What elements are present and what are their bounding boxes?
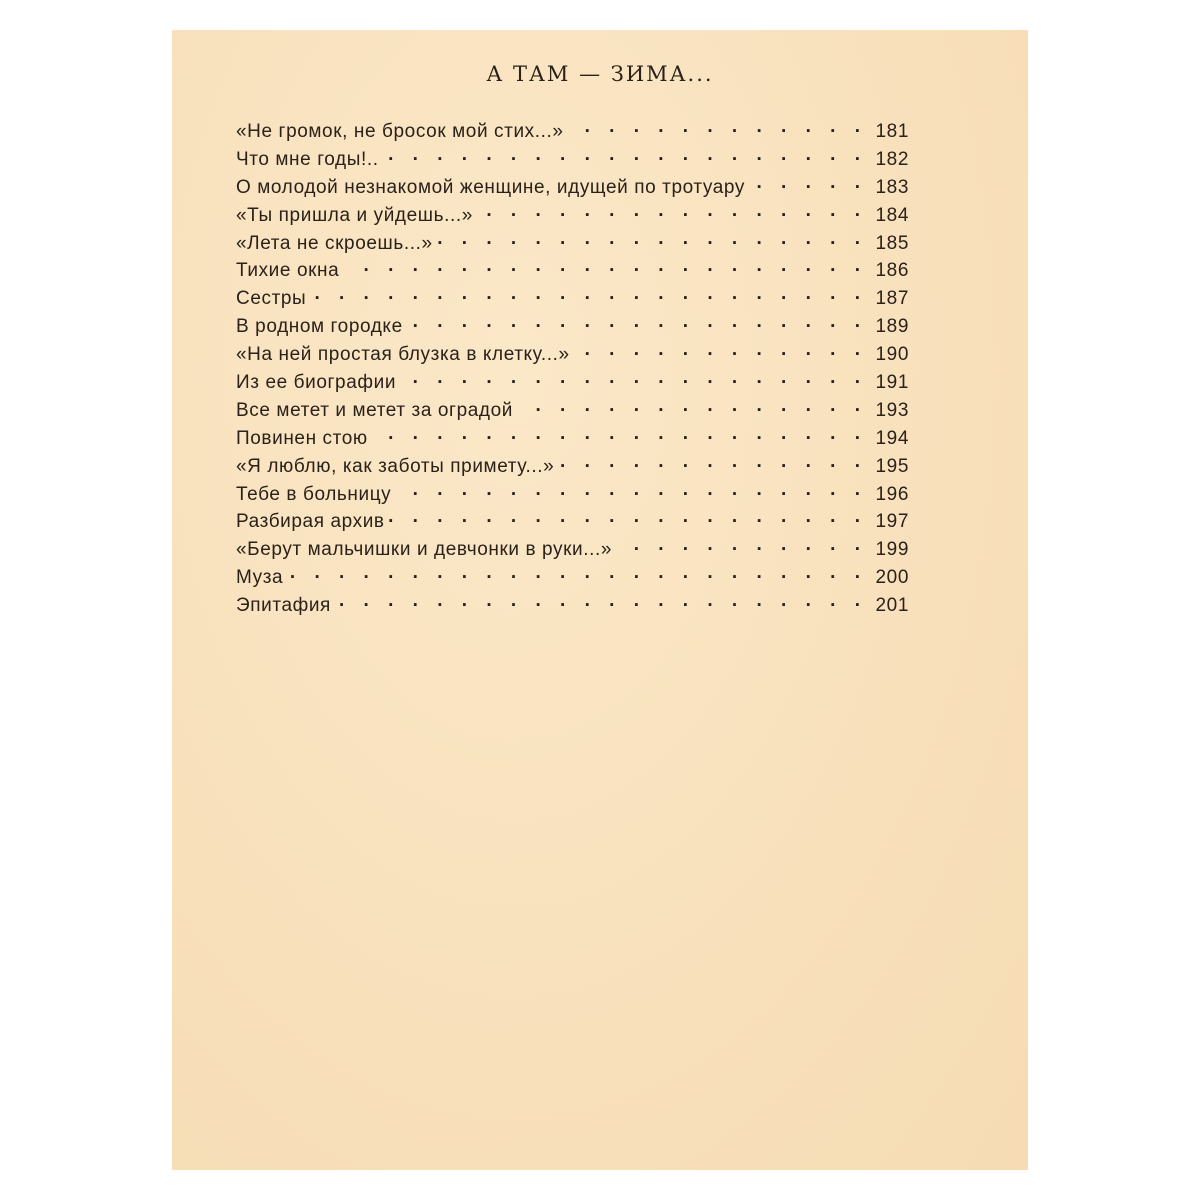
toc-entry — [236, 202, 909, 230]
toc-entry-page: 195 — [875, 455, 909, 477]
dot-leader — [568, 118, 867, 137]
toc-entry-page: 191 — [875, 372, 909, 394]
toc-entry-title: Эпитафия — [236, 595, 331, 617]
dot-leader — [372, 425, 867, 444]
toc-entry — [236, 425, 909, 453]
toc-entry-title: Что мне годы!.. — [236, 148, 379, 170]
dot-leader — [395, 481, 867, 500]
toc-entry-page: 201 — [875, 595, 909, 617]
toc-entry-page: 196 — [875, 483, 909, 505]
toc-entry — [236, 257, 909, 285]
toc-entry-title: Муза — [236, 567, 284, 589]
toc-entry-page: 186 — [875, 260, 909, 282]
section-title: А ТАМ — ЗИМА... — [486, 62, 714, 86]
table-of-contents — [236, 118, 909, 620]
toc-entry — [236, 481, 909, 509]
toc-entry-title: «Лета не скроешь...» — [236, 232, 433, 254]
toc-entry-page: 184 — [875, 204, 909, 226]
dot-leader — [400, 369, 867, 388]
toc-entry-title: Сестры — [236, 288, 307, 310]
toc-entry — [236, 285, 909, 313]
toc-entry-title: «Берут мальчишки и девчонки в руки...» — [236, 539, 613, 561]
toc-entry-title: Все метет и метет за оградой — [236, 399, 513, 421]
dot-leader — [310, 285, 867, 304]
toc-entry-page: 193 — [875, 399, 909, 421]
toc-entry-title: «На ней простая блузка в клетку...» — [236, 344, 570, 366]
dot-leader — [517, 397, 867, 416]
toc-entry — [236, 369, 909, 397]
dot-leader — [389, 508, 867, 527]
dot-leader — [383, 146, 867, 165]
toc-entry-page: 187 — [875, 288, 909, 310]
book-page — [172, 30, 1028, 1170]
toc-entry-page: 181 — [875, 121, 909, 142]
toc-entry — [236, 397, 909, 425]
toc-entry-page: 200 — [875, 567, 909, 589]
toc-entry-page: 185 — [875, 232, 909, 254]
toc-entry — [236, 174, 909, 202]
toc-entry — [236, 313, 909, 341]
toc-entry — [236, 592, 909, 620]
toc-entry — [236, 564, 909, 592]
dot-leader — [335, 592, 867, 611]
toc-entry-title: «Ты пришла и уйдешь...» — [236, 204, 473, 226]
toc-entry — [236, 118, 909, 146]
toc-entry-page: 197 — [875, 511, 909, 533]
toc-entry-title: «Не громок, не бросок мой стих...» — [236, 121, 564, 142]
dot-leader — [558, 453, 867, 472]
dot-leader — [749, 174, 867, 193]
toc-entry — [236, 230, 909, 258]
toc-entry-title: Тебе в больницу — [236, 483, 392, 505]
toc-entry — [236, 536, 909, 564]
toc-entry-page: 183 — [875, 176, 909, 198]
dot-leader — [574, 341, 867, 360]
dot-leader — [616, 536, 867, 555]
toc-entry — [236, 341, 909, 369]
toc-entry — [236, 508, 909, 536]
toc-entry-title: «Я люблю, как заботы примету...» — [236, 455, 555, 477]
toc-entry-page: 190 — [875, 344, 909, 366]
toc-entry — [236, 453, 909, 481]
toc-entry — [236, 146, 909, 174]
dot-leader — [437, 230, 867, 249]
toc-entry-title: Из ее биографии — [236, 372, 397, 394]
toc-entry-title: О молодой незнакомой женщине, идущей по тротуару — [236, 176, 745, 198]
toc-entry-title: Тихие окна — [236, 260, 340, 282]
toc-entry-page: 189 — [875, 316, 909, 338]
dot-leader — [407, 313, 867, 332]
toc-entry-page: 199 — [875, 539, 909, 561]
dot-leader — [477, 202, 867, 221]
toc-entry-title: В родном городке — [236, 316, 403, 338]
dot-leader — [343, 257, 867, 276]
toc-entry-page: 194 — [875, 427, 909, 449]
dot-leader — [287, 564, 867, 583]
toc-entry-title: Повинен стою — [236, 427, 368, 449]
toc-entry-page: 182 — [875, 148, 909, 170]
toc-entry-title: Разбирая архив — [236, 511, 385, 533]
